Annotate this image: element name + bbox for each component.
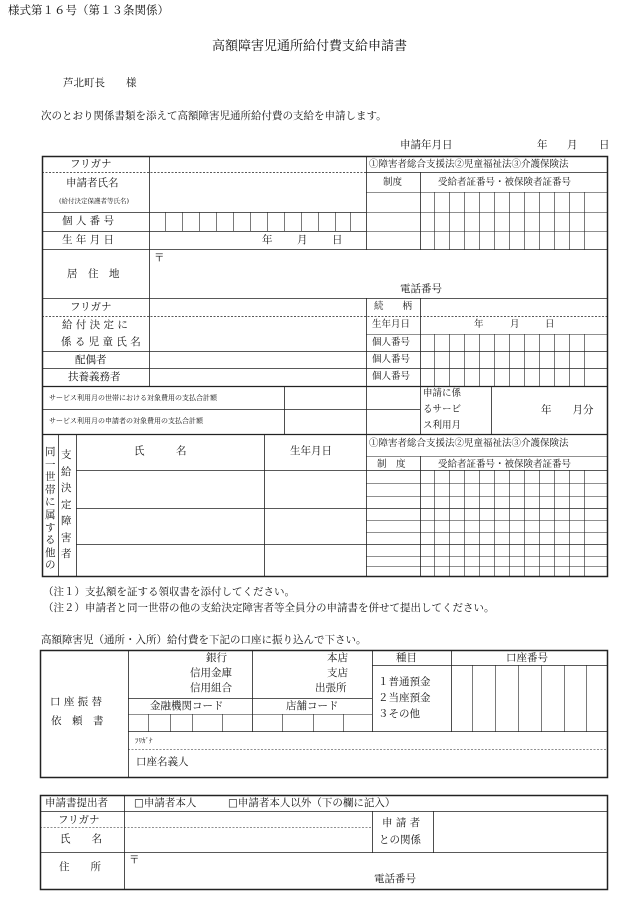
note-2: （注２）申請者と同一世帯の他の支給決定障害者等全員分の申請書を併せて提出してください。: [43, 602, 495, 614]
service-month-label-line1: 申請に係: [423, 388, 462, 399]
child-birth-day: 日: [545, 319, 555, 330]
side-label-char: 他: [45, 546, 56, 559]
service-month-label-line2: るサービ: [423, 404, 462, 415]
spouse-label: 配偶者: [75, 354, 107, 366]
child-birthdate-label: 生年月日: [372, 319, 411, 330]
bank-type-bank: 銀行: [206, 652, 227, 664]
bank-type-shinkin: 信用金庫: [190, 667, 232, 679]
side-label-char: す: [45, 521, 56, 534]
branch-type-branch: 支店: [327, 667, 348, 679]
child-birth-month: 月: [510, 319, 520, 330]
child-relation-label: 続 柄: [374, 301, 413, 312]
child-birth-year: 年: [474, 319, 484, 330]
household-name-header: 氏 名: [134, 445, 187, 457]
side-label-char: 世: [45, 471, 56, 484]
submitter-furigana-label: フリガナ: [58, 814, 100, 826]
applicant-law-options: ①障害者総合支援法②児童福祉法③介護保険法: [369, 159, 569, 170]
submitter-name-label: 氏 名: [60, 833, 102, 845]
side-label-char: 者: [61, 548, 72, 560]
child-name-label-line1: 給 付 決 定 に: [62, 319, 128, 331]
branch-code-label: 店舗コード: [286, 700, 339, 712]
submitter-relation-line2: との関係: [379, 834, 421, 846]
service-month-value: 年 月分: [541, 404, 594, 416]
side-label-char: 給: [61, 465, 72, 478]
holder-name-label: 口座名義人: [136, 756, 189, 768]
side-label-char: 一: [45, 458, 56, 471]
side-label-char: 属: [45, 509, 56, 521]
intro-text: 次のとおり関係書類を添えて高額障害児通所給付費の支給を申請します。: [41, 110, 387, 122]
applicant-furigana-label: フリガナ: [70, 158, 112, 170]
side-label-char: 決: [61, 482, 72, 494]
child-name-label-line2: 係 る 児 童 氏 名: [61, 336, 141, 348]
applicant-birth-month: 月: [297, 234, 308, 246]
bank-label-line1: 口 座 振 替: [50, 696, 103, 708]
account-type-header: 種目: [396, 652, 417, 664]
branch-type-office: 出張所: [315, 682, 347, 694]
holder-furigana-label: ﾌﾘｶﾞﾅ: [135, 737, 153, 745]
applicant-system-header: 制度: [383, 177, 403, 188]
applicant-phone-label: 電話番号: [400, 283, 442, 295]
account-type-2: ２当座預金: [378, 692, 431, 704]
applicant-postal-mark: 〒: [154, 252, 165, 264]
application-date-label: 申請年月日: [400, 139, 453, 151]
institution-code-label: 金融機関コード: [150, 700, 224, 712]
applicant-birth-year: 年: [262, 234, 273, 246]
form-number: 様式第１６号（第１３条関係）: [8, 3, 169, 17]
applicant-address-label: 居 住 地: [67, 268, 120, 280]
applicant-personal-number-label: 個 人 番 号: [62, 215, 115, 227]
side-label-char: に: [45, 496, 56, 509]
submitter-relation-line1: 申 請 者: [382, 817, 421, 829]
spouse-personal-number-label: 個人番号: [372, 354, 411, 365]
form-title: 高額障害児通所給付費支給申請書: [212, 39, 408, 54]
applicant-total-label: サービス利用月の申請者の対象費用の支払合計額: [49, 417, 203, 425]
branch-type-main: 本店: [327, 652, 348, 664]
service-month-label-line3: ス利用月: [423, 420, 462, 431]
submitter-phone-label: 電話番号: [374, 873, 416, 885]
applicant-cert-header: 受給者証番号・被保険者証番号: [438, 177, 572, 188]
submitter-self-checkbox[interactable]: □申請者本人: [134, 797, 197, 809]
submitter-postal-mark: 〒: [129, 854, 140, 866]
side-label-char: る: [45, 534, 56, 547]
account-type-1: １普通預金: [378, 676, 431, 688]
applicant-birth-day: 日: [332, 234, 343, 246]
account-type-3: ３その他: [378, 708, 420, 720]
household-birth-header: 生年月日: [290, 445, 332, 457]
application-month-label: 月: [567, 139, 578, 151]
side-label-char: 同: [45, 446, 56, 458]
note-1: （注１）支払額を証する領収書を添付してください。: [43, 586, 295, 598]
applicant-name-label: 申請者氏名: [66, 177, 119, 189]
applicant-name-note: (給付決定保護者等氏名): [59, 197, 130, 205]
household-system-header: 制 度: [377, 459, 406, 470]
bank-label-line2: 依 頼 書: [51, 715, 104, 727]
bank-type-kumiai: 信用組合: [190, 682, 232, 694]
child-personal-number-label: 個人番号: [372, 337, 411, 348]
side-label-char: 帯: [45, 483, 56, 496]
household-cert-header: 受給者証番号・被保険者証番号: [438, 459, 572, 470]
applicant-birthdate-label: 生 年 月 日: [62, 234, 115, 246]
submitter-label: 申請書提出者: [45, 797, 108, 809]
side-label-char: 支: [61, 449, 72, 461]
supporter-label: 扶養義務者: [68, 371, 121, 383]
application-day-label: 日: [599, 139, 610, 151]
side-label-char: 害: [61, 531, 72, 544]
child-furigana-label: フリガナ: [70, 301, 112, 313]
supporter-personal-number-label: 個人番号: [372, 371, 411, 382]
application-year-label: 年: [537, 139, 548, 151]
bank-intro: 高額障害児（通所・入所）給付費を下記の口座に振り込んで下さい。: [41, 634, 367, 646]
side-label-char: 障: [61, 515, 72, 527]
side-label-char: 定: [61, 498, 72, 511]
side-label-char: の: [45, 559, 56, 572]
household-total-label: サービス利用月の世帯における対象費用の支払合計額: [49, 394, 217, 402]
submitter-address-label: 住 所: [59, 861, 101, 873]
submitter-other-checkbox[interactable]: □申請者本人以外（下の欄に記入）: [228, 797, 396, 809]
addressee: 芦北町長 様: [63, 77, 137, 89]
account-number-header: 口座番号: [506, 652, 548, 664]
household-law-options: ①障害者総合支援法②児童福祉法③介護保険法: [369, 438, 569, 449]
